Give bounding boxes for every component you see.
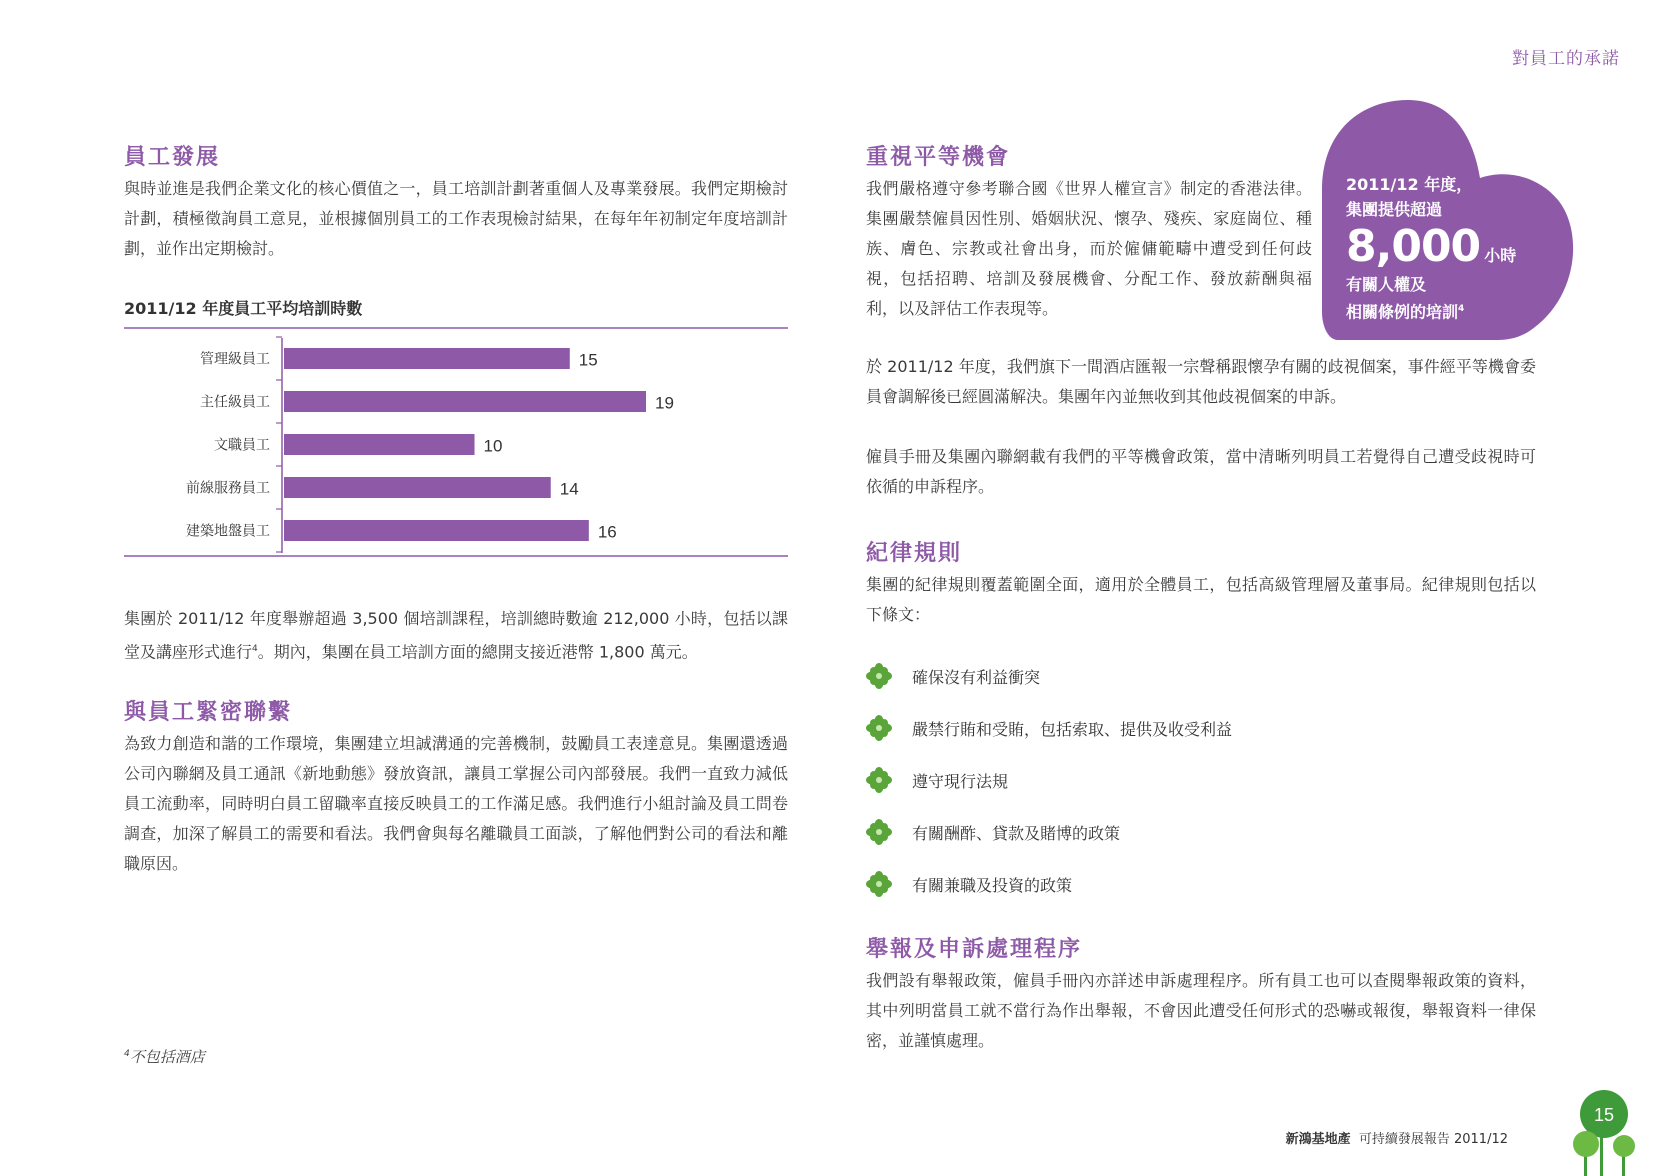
chart-value-label: 15 <box>578 350 598 370</box>
chart-value-label: 19 <box>655 393 674 413</box>
rule-item <box>866 871 1072 897</box>
chart-bar <box>284 348 570 369</box>
section-label: 對員工的承諾 <box>1512 49 1620 69</box>
chart-value-label: 16 <box>597 522 617 542</box>
chart-bar <box>284 434 475 455</box>
callout-line1: 2011/12 年度， <box>1346 175 1473 194</box>
rule-item <box>866 715 1232 741</box>
tree-icon <box>1570 1088 1642 1176</box>
equal-opportunity-heading: 重視平等機會 <box>866 145 1011 170</box>
chart-category-label: 主任級員工 <box>200 394 270 411</box>
callout-text <box>1346 172 1516 324</box>
equal-opportunity-para3: 僱員手冊及集團內聯網載有我們的平等機會政策，當中清晰列明員工若覺得自己遭受歧視時可依循的申訴程序。 <box>866 447 1536 496</box>
chart-bar <box>284 391 646 412</box>
training-paragraph-part2: 。期內，集團在員工培訓方面的總開支接近港幣 1,800 萬元。 <box>257 642 698 662</box>
training-hours-chart-svg <box>124 324 788 560</box>
rule-item-text: 有關兼職及投資的政策 <box>912 875 1073 895</box>
discipline-body: 集團的紀律規則覆蓋範圍全面，適用於全體員工，包括高級管理層及董事局。紀律規則包括以下條文： <box>866 575 1536 624</box>
footnote-mark: 4 <box>124 1049 130 1059</box>
footnote-ref: 4 <box>252 644 258 654</box>
clover-icon <box>866 715 892 741</box>
discipline-heading: 紀律規則 <box>866 541 963 566</box>
rule-item <box>866 819 1120 845</box>
chart-category-label: 文職員工 <box>214 437 270 454</box>
clover-icon <box>866 819 892 845</box>
staff-development-heading: 員工發展 <box>124 145 221 170</box>
rule-item-text: 嚴禁行賄和受賄，包括索取、提供及收受利益 <box>912 719 1233 739</box>
footer-company: 新鴻基地產 <box>1285 1132 1351 1147</box>
whistleblowing-heading: 舉報及申訴處理程序 <box>866 937 1083 962</box>
chart-bar <box>284 520 589 541</box>
engagement-body: 為致力創造和諧的工作環境，集團建立坦誠溝通的完善機制，鼓勵員工表達意見。集團還透過公司內聯網及員工通訊《新地動態》發放資訊，讓員工掌握公司內部發展。我們一直致力減低員工流動率，同時明白員工留職率直接反映員工的工作滿足感。我們進行小組討論及員工問卷調查，加深了解員工的需要和看法。我們會與每名離職員工面談，了解他們對公司的看法和離職原因。 <box>124 734 788 873</box>
callout-footnote-ref: 4 <box>1458 304 1465 314</box>
callout-line2: 集團提供超過 <box>1346 200 1443 219</box>
chart-category-label: 管理級員工 <box>200 351 270 368</box>
clover-icon <box>866 663 892 689</box>
training-paragraph <box>124 604 788 667</box>
rule-item-text: 確保沒有利益衝突 <box>912 667 1041 687</box>
callout-line3: 有關人權及 <box>1346 275 1427 294</box>
clover-icon <box>866 767 892 793</box>
chart-value-label: 10 <box>483 436 503 456</box>
chart-title: 2011/12 年度員工平均培訓時數 <box>124 299 363 318</box>
callout-line4: 相關條例的培訓 <box>1346 302 1459 322</box>
equal-opportunity-body: 我們嚴格遵守參考聯合國《世界人權宣言》制定的香港法律。集團嚴禁僱員因性別、婚姻狀況、懷孕、殘疾、家庭崗位、種族、膚色、宗教或社會出身，而於僱傭範疇中遭受到任何歧視，包括招聘、培訓及發展機會、分配工作、發放薪酬與福利，以及評估工作表現等。 <box>866 179 1312 318</box>
training-hours-chart <box>124 324 788 560</box>
rule-item-text: 有關酬酢、貸款及賭博的政策 <box>912 823 1121 843</box>
engagement-heading: 與員工緊密聯繫 <box>124 700 293 725</box>
page-number: 15 <box>1593 1105 1615 1125</box>
footnote-text: 不包括酒店 <box>129 1048 205 1066</box>
chart-value-label: 14 <box>559 479 579 499</box>
training-paragraph-part1: 集團於 2011/12 年度舉辦超過 3,500 個培訓課程，培訓總時數逾 212,000 小時，包括以課堂及講座形式進行 <box>124 609 788 662</box>
rule-item-text: 遵守現行法規 <box>912 771 1009 791</box>
callout-unit: 小時 <box>1484 246 1517 265</box>
chart-category-label: 前線服務員工 <box>186 480 270 497</box>
callout-number: 8,000 <box>1346 221 1481 272</box>
chart-bar <box>284 477 551 498</box>
footnote <box>124 1046 205 1067</box>
footer-report: 可持續發展報告 2011/12 <box>1358 1132 1508 1147</box>
equal-opportunity-para2: 於 2011/12 年度，我們旗下一間酒店匯報一宗聲稱跟懷孕有關的歧視個案，事件經平等機會委員會調解後已經圓滿解決。集團年內並無收到其他歧視個案的申訴。 <box>866 357 1536 406</box>
rule-item <box>866 767 1008 793</box>
whistleblowing-body: 我們設有舉報政策，僱員手冊內亦詳述申訴處理程序。所有員工也可以查閱舉報政策的資料，其中列明當員工就不當行為作出舉報，不會因此遭受任何形式的恐嚇或報復，舉報資料一律保密，並謹慎處理。 <box>866 971 1536 1050</box>
footer-text <box>1286 1128 1508 1147</box>
clover-icon <box>866 871 892 897</box>
staff-development-body: 與時並進是我們企業文化的核心價值之一，員工培訓計劃著重個人及專業發展。我們定期檢討計劃，積極徵詢員工意見，並根據個別員工的工作表現檢討結果，在每年年初制定年度培訓計劃，並作出定期檢討。 <box>124 179 788 258</box>
chart-category-label: 建築地盤員工 <box>186 523 270 540</box>
rule-item <box>866 663 1040 689</box>
